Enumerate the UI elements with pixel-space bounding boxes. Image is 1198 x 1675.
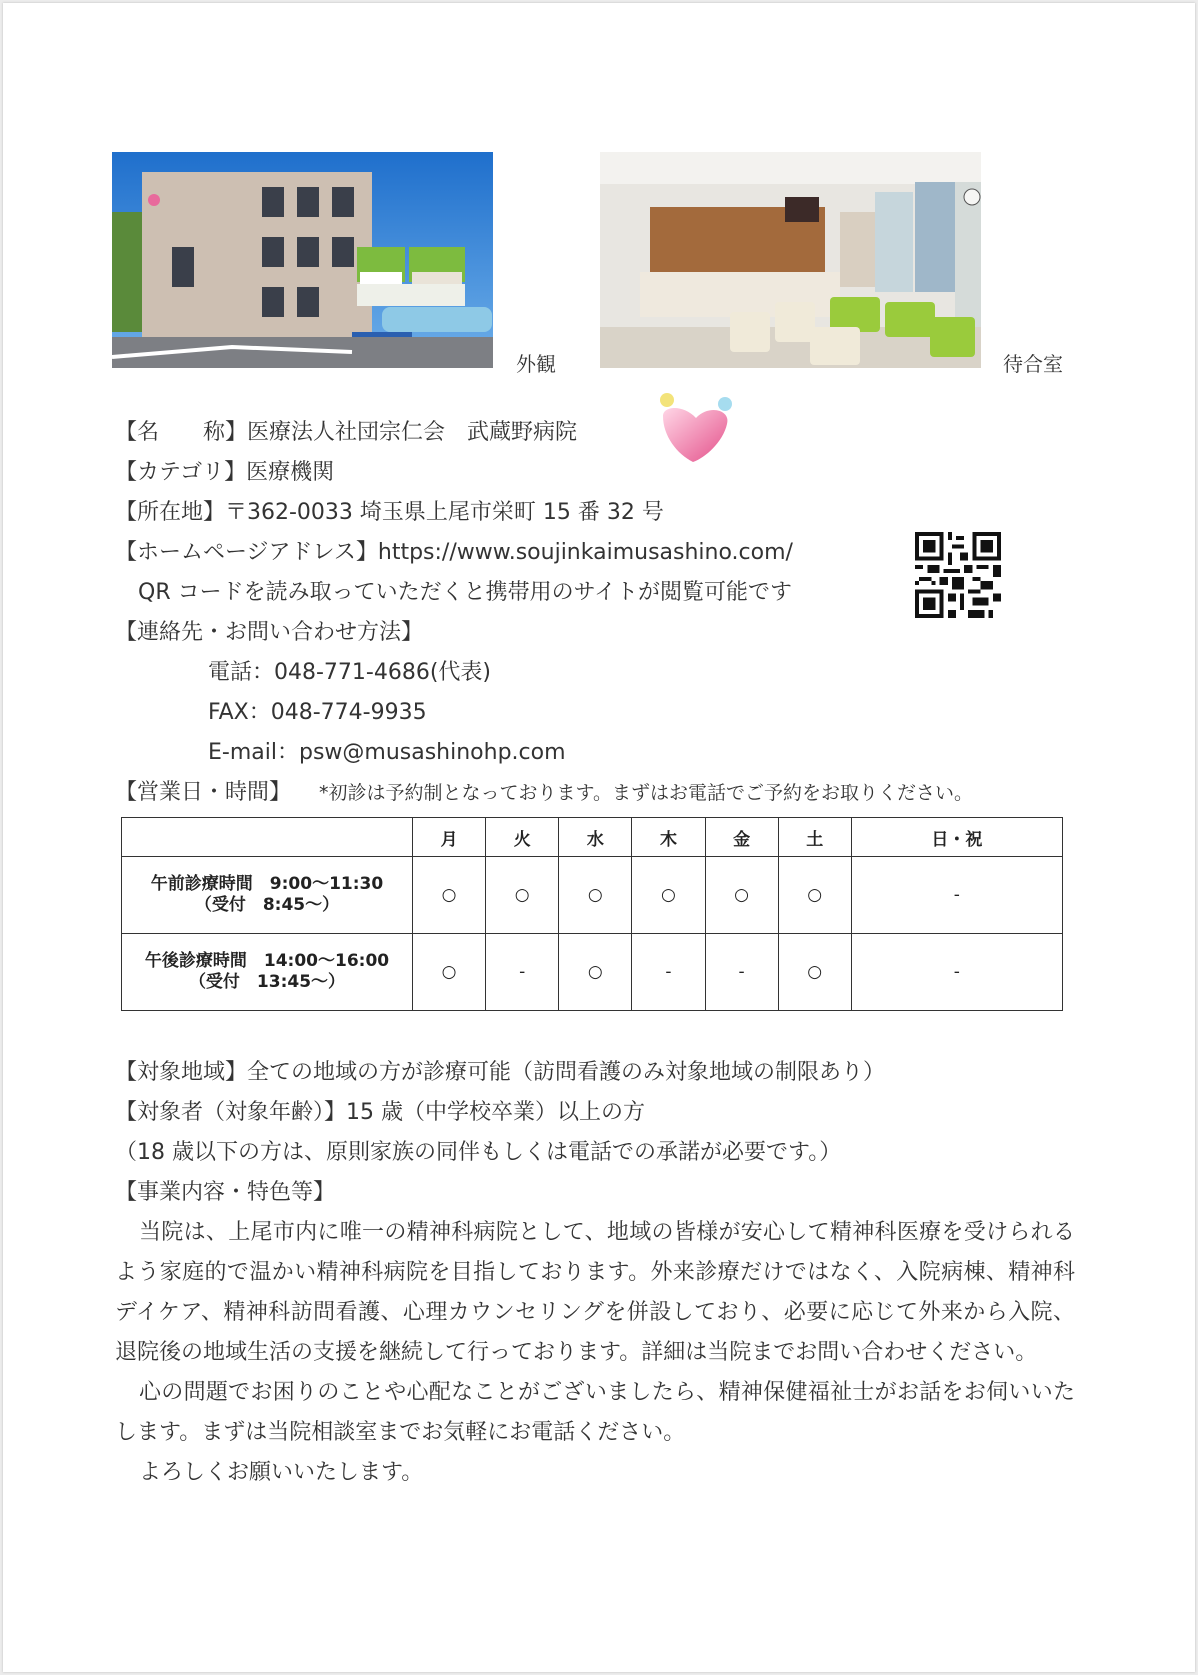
address: 【所在地】〒362-0033 埼玉県上尾市栄町 15 番 32 号 — [115, 500, 664, 525]
qr-code — [915, 532, 1001, 618]
table-row — [122, 934, 1063, 1011]
schedule-cell: - — [632, 934, 705, 1011]
target-note: （18 歳以下の方は、原則家族の同伴もしくは電話での承諾が必要です。） — [115, 1140, 842, 1165]
target-area: 【対象地域】全ての地域の方が診療可能（訪問看護のみ対象地域の制限あり） — [115, 1060, 886, 1085]
day-header: 水 — [559, 818, 632, 857]
row-label-time: 午後診療時間 14:00～16:00 — [144, 951, 390, 971]
hours-note: *初診は予約制となっております。まずはお電話でご予約をお取りください。 — [319, 782, 973, 804]
document-page — [3, 3, 1195, 1672]
day-header: 月 — [413, 818, 486, 857]
target-age: 【対象者（対象年齢）】15 歳（中学校卒業）以上の方 — [115, 1100, 645, 1125]
exterior-photo — [112, 152, 493, 368]
hours-heading-line — [115, 780, 973, 806]
day-header: 土 — [778, 818, 851, 857]
hospital-logo — [653, 388, 739, 474]
schedule-cell: ○ — [632, 857, 705, 934]
row-label-reception: （受付 8:45～） — [194, 895, 340, 915]
schedule-cell: ○ — [413, 857, 486, 934]
exterior-caption: 外観 — [516, 352, 556, 376]
phone: 電話：048-771-4686(代表) — [208, 660, 492, 685]
waiting-room-caption: 待合室 — [1003, 352, 1063, 376]
business-description — [115, 1213, 1075, 1493]
email[interactable]: E-mail：psw@musashinohp.com — [208, 740, 566, 765]
business-heading: 【事業内容・特色等】 — [115, 1180, 336, 1205]
contact-heading: 【連絡先・お問い合わせ方法】 — [115, 620, 424, 645]
fax: FAX：048-774-9935 — [208, 700, 427, 725]
schedule-table — [121, 817, 1063, 1011]
schedule-cell: - — [851, 857, 1062, 934]
row-label-reception: （受付 13:45～） — [188, 972, 346, 992]
row-label — [122, 857, 413, 934]
day-header: 金 — [705, 818, 778, 857]
description-paragraph-1: 当院は、上尾市内に唯一の精神科病院として、地域の皆様が安心して精神科医療を受けられるよう家庭的で温かい精神科病院を目指しております。外来診療だけではなく、入院病棟、精神科デイケア、精神科訪問看護、心理カウンセリングを併設しており、必要に応じて外来から入院、退院後の地域生活の支援を継続して行っております。詳細は当院までお問い合わせください。 — [115, 1220, 1075, 1365]
schedule-cell: ○ — [559, 857, 632, 934]
day-header: 木 — [632, 818, 705, 857]
homepage[interactable]: 【ホームページアドレス】https://www.soujinkaimusashino.com/ — [115, 540, 793, 565]
hours-heading: 【営業日・時間】 — [115, 780, 292, 805]
description-paragraph-2: 心の問題でお困りのことや心配なことがございましたら、精神保健福祉士がお話をお伺いいたします。まずは当院相談室までお気軽にお電話ください。 — [115, 1380, 1075, 1445]
table-row — [122, 857, 1063, 934]
category: 【カテゴリ】医療機関 — [115, 460, 335, 485]
schedule-cell: ○ — [778, 934, 851, 1011]
description-paragraph-3: よろしくお願いいたします。 — [139, 1460, 424, 1485]
table-corner — [122, 818, 413, 857]
row-label — [122, 934, 413, 1011]
schedule-cell: - — [851, 934, 1062, 1011]
schedule-cell: ○ — [413, 934, 486, 1011]
schedule-cell: ○ — [705, 857, 778, 934]
qr-note: QR コードを読み取っていただくと携帯用のサイトが閲覧可能です — [138, 580, 793, 605]
waiting-room-photo — [600, 152, 981, 368]
row-label-time: 午前診療時間 9:00～11:30 — [150, 874, 384, 894]
table-header-row — [122, 818, 1063, 857]
schedule-cell: ○ — [778, 857, 851, 934]
day-header: 火 — [486, 818, 559, 857]
schedule-cell: - — [705, 934, 778, 1011]
schedule-cell: ○ — [486, 857, 559, 934]
day-header: 日・祝 — [851, 818, 1062, 857]
hospital-name: 【名 称】医療法人社団宗仁会 武蔵野病院 — [115, 420, 578, 445]
schedule-cell: ○ — [559, 934, 632, 1011]
schedule-cell: - — [486, 934, 559, 1011]
